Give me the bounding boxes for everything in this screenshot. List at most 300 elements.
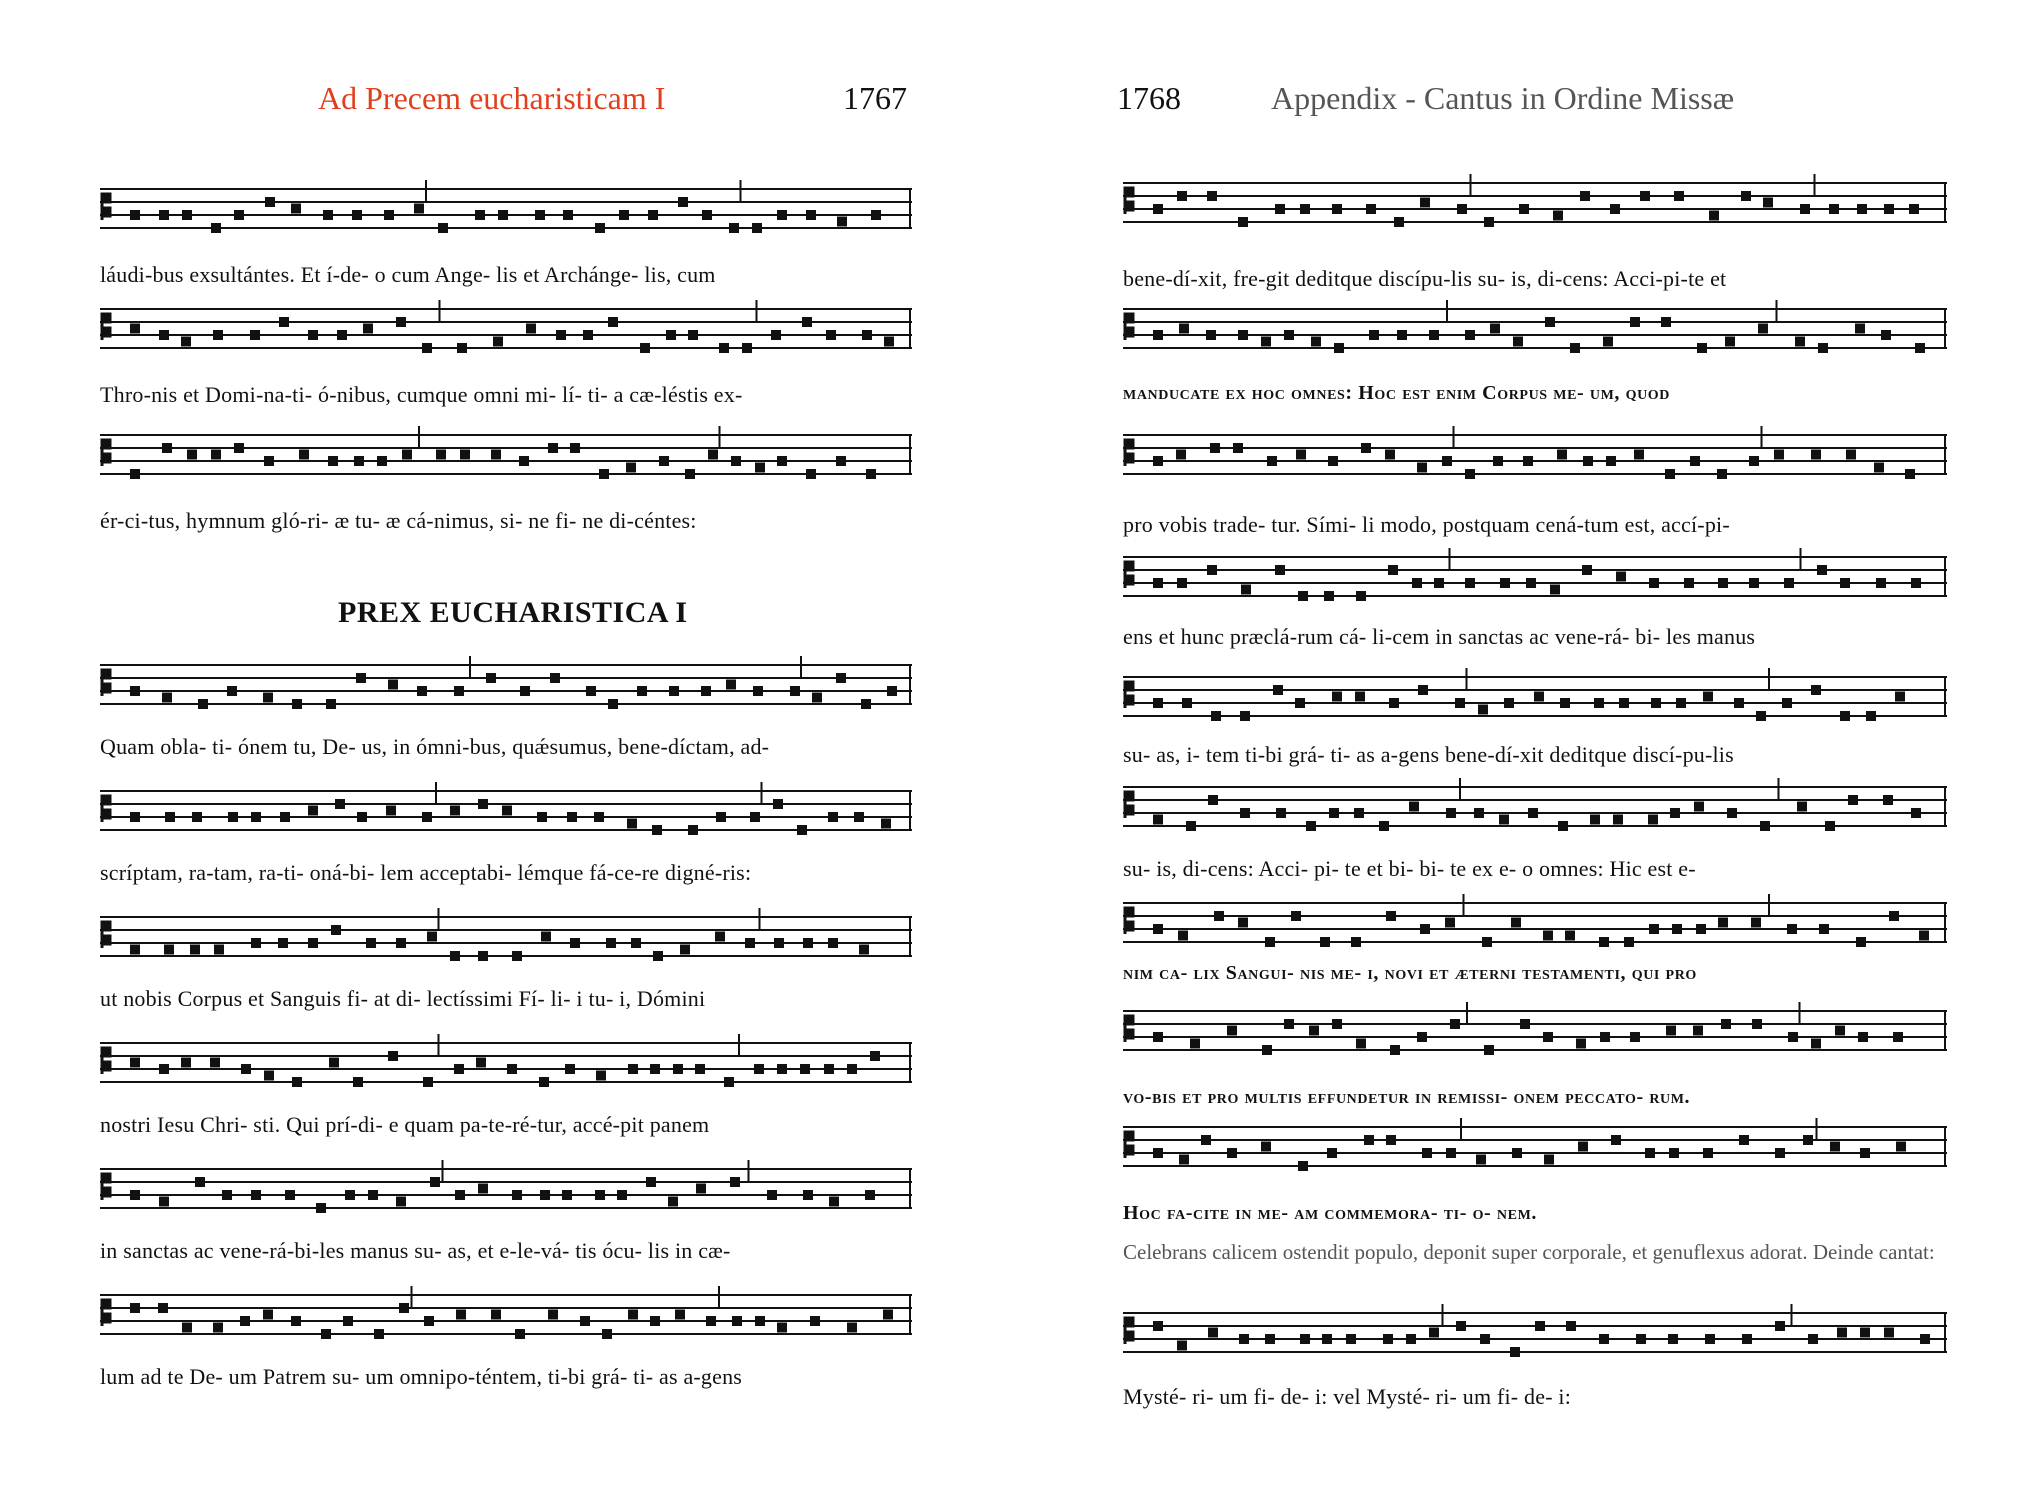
neume [628, 1310, 638, 1320]
neume [386, 806, 396, 816]
neume [422, 812, 432, 822]
neume [1429, 330, 1439, 340]
neume [210, 1058, 220, 1068]
neume [608, 317, 618, 327]
neume [1276, 808, 1286, 818]
lyric-line: Thro-nis et Domi-na-ti- ó-nibus, cumque omni mi- lí- ti- a cæ-léstis ex- [100, 382, 743, 407]
staff-svg [1123, 556, 1947, 608]
neume [396, 1197, 406, 1207]
neume [1830, 1142, 1840, 1152]
neume [1630, 1032, 1640, 1042]
neume [1782, 698, 1792, 708]
chant-system [100, 188, 912, 287]
neume [280, 812, 290, 822]
neume [164, 945, 174, 955]
neume [279, 317, 289, 327]
neume [1560, 698, 1570, 708]
neume [241, 1064, 251, 1074]
c-clef-icon [102, 1300, 110, 1326]
chant-staff [100, 308, 912, 360]
neume [182, 210, 192, 220]
neume [1153, 924, 1163, 934]
neume [1550, 585, 1560, 595]
neume [695, 1064, 705, 1074]
staff-svg [1123, 308, 1947, 360]
c-clef-icon [1125, 1132, 1133, 1158]
staff-svg [100, 308, 912, 360]
neume [1295, 698, 1305, 708]
neume [1874, 463, 1884, 473]
neume [328, 456, 338, 466]
c-clef-icon [1125, 1318, 1133, 1344]
neume [1909, 204, 1919, 214]
c-clef-icon [102, 670, 110, 696]
neume [1153, 330, 1163, 340]
neume [1261, 1142, 1271, 1152]
c-clef-icon [1125, 792, 1133, 818]
neume [1739, 1135, 1749, 1145]
neume [1703, 692, 1713, 702]
neume [1590, 815, 1600, 825]
neume [1545, 317, 1555, 327]
neume [222, 1190, 232, 1200]
neume [774, 938, 784, 948]
neume [1455, 698, 1465, 708]
neume [1599, 937, 1609, 947]
neume [1578, 1142, 1588, 1152]
neume [1674, 191, 1684, 201]
neume [1361, 443, 1371, 453]
neume [1788, 1032, 1798, 1042]
chant-system [100, 790, 912, 885]
neume [1208, 795, 1218, 805]
c-clef-icon [102, 922, 110, 948]
neume [366, 938, 376, 948]
neume [353, 1077, 363, 1087]
neume [1450, 1019, 1460, 1029]
neume [715, 932, 725, 942]
lyric-line: su- is, di-cens: Acci- pi- te et bi- bi- te ex e- o omnes: Hic est e- [1123, 856, 1696, 881]
neume [653, 951, 663, 961]
neume [264, 1071, 274, 1081]
neume [1661, 317, 1671, 327]
staff-svg [100, 664, 912, 716]
neume [535, 210, 545, 220]
neume [1182, 698, 1192, 708]
lyric-line: ér-ci-tus, hymnum gló-ri- æ tu- æ cá-nimus, si- ne fi- ne di-céntes: [100, 508, 697, 533]
neume [1490, 324, 1500, 334]
neume [1390, 1045, 1400, 1055]
neume [1566, 1321, 1576, 1331]
neume [1718, 918, 1728, 928]
neume [1332, 692, 1342, 702]
neume [1206, 330, 1216, 340]
neume [1356, 1039, 1366, 1049]
chant-staff [1123, 182, 1947, 234]
neume [606, 938, 616, 948]
neume [1207, 565, 1217, 575]
neume [399, 1303, 409, 1313]
neume [541, 932, 551, 942]
neume [1457, 204, 1467, 214]
neume [1177, 1341, 1187, 1351]
neume [1727, 808, 1737, 818]
neume [583, 330, 593, 340]
neume [1153, 698, 1163, 708]
neume [1153, 204, 1163, 214]
chant-system [1123, 786, 1947, 881]
chant-staff [1123, 786, 1947, 838]
neume [478, 799, 488, 809]
neume [828, 812, 838, 822]
neume [491, 1310, 501, 1320]
neume [755, 463, 765, 473]
neume [512, 1190, 522, 1200]
neume [507, 1064, 517, 1074]
neume [1334, 343, 1344, 353]
c-clef-icon [1125, 562, 1133, 588]
chant-staff [1123, 434, 1947, 486]
lyric-line: Quam obla- ti- ónem tu, De- us, in ómni-bus, quǽsumus, bene-díctam, ad- [100, 734, 770, 759]
neume [724, 1077, 734, 1087]
neume [165, 812, 175, 822]
neume [1693, 1026, 1703, 1036]
neume [1429, 1328, 1439, 1338]
neume [1915, 343, 1925, 353]
neume [130, 469, 140, 479]
chant-system [1123, 556, 1947, 649]
neume [1672, 924, 1682, 934]
lyric-line: pro vobis trade- tur. Sími- li modo, postquam cená-tum est, accí-pi- [1123, 512, 1730, 537]
neume [402, 450, 412, 460]
neume [1840, 711, 1850, 721]
neume [1889, 911, 1899, 921]
neume [1920, 1334, 1930, 1344]
neume [1478, 705, 1488, 715]
neume [1179, 1155, 1189, 1165]
neume [1858, 1032, 1868, 1042]
left-page [0, 0, 1000, 1500]
neume [586, 686, 596, 696]
neume [1811, 450, 1821, 460]
neume [810, 1316, 820, 1326]
neume [548, 443, 558, 453]
neume [599, 469, 609, 479]
staff-svg [100, 1168, 912, 1220]
neume [159, 1197, 169, 1207]
neume [450, 806, 460, 816]
neume [1694, 802, 1704, 812]
neume [1504, 698, 1514, 708]
neume [1881, 330, 1891, 340]
neume [1356, 591, 1366, 601]
neume [1895, 692, 1905, 702]
neume [865, 1190, 875, 1200]
neume [836, 673, 846, 683]
rubric-text: Celebrans calicem ostendit populo, deponit super corporale, et genuflexus adorat. Deinde cantat: [1123, 1240, 1935, 1264]
neume [628, 1064, 638, 1074]
neume [1837, 1328, 1847, 1338]
neume [1811, 1039, 1821, 1049]
neume [1624, 937, 1634, 947]
neume [881, 819, 891, 829]
neume [650, 1064, 660, 1074]
neume [357, 812, 367, 822]
staff-svg [100, 1042, 912, 1094]
chant-system [100, 1042, 912, 1137]
neume [1265, 1334, 1275, 1344]
neume [800, 1064, 810, 1074]
neume [1835, 1026, 1845, 1036]
neume [424, 1316, 434, 1326]
neume [1386, 1135, 1396, 1145]
neume [1296, 450, 1306, 460]
neume [1388, 565, 1398, 575]
lyric-line: ens et hunc præclá-rum cá- li-cem in sanctas ac vene-rá- bi- les manus [1123, 624, 1756, 649]
chant-system [1123, 676, 1947, 767]
neume [278, 938, 288, 948]
lyric-line: in sanctas ac vene-rá-bi-les manus su- as, et e-le-vá- tis ócu- lis in cæ- [100, 1238, 731, 1263]
neume [1697, 343, 1707, 353]
neume [1179, 324, 1189, 334]
neume [777, 1323, 787, 1333]
neume [1446, 808, 1456, 818]
neume [797, 825, 807, 835]
neume [1570, 343, 1580, 353]
c-clef-icon [102, 194, 110, 220]
neume [1406, 1334, 1416, 1344]
neume [308, 938, 318, 948]
neume [388, 1051, 398, 1061]
neume [251, 812, 261, 822]
neume [884, 337, 894, 347]
neume [263, 1310, 273, 1320]
neume [1860, 1328, 1870, 1338]
staff-svg [1123, 1010, 1947, 1062]
neume [1354, 808, 1364, 818]
page-number: 1767 [843, 80, 907, 116]
neume [608, 699, 618, 709]
neume [1484, 1045, 1494, 1055]
neume [1651, 698, 1661, 708]
neume [343, 1316, 353, 1326]
neume [234, 210, 244, 220]
neume [1207, 191, 1217, 201]
neume [491, 450, 501, 460]
neume [668, 1197, 678, 1207]
neume [802, 317, 812, 327]
c-clef-icon [1125, 682, 1133, 708]
neume [308, 806, 318, 816]
neume [1818, 343, 1828, 353]
neume [580, 1316, 590, 1326]
neume [1300, 1334, 1310, 1344]
neume [457, 343, 467, 353]
neume [198, 699, 208, 709]
neume [706, 1316, 716, 1326]
neume [866, 469, 876, 479]
neume [773, 799, 783, 809]
neume [316, 1203, 326, 1213]
neume [159, 330, 169, 340]
neume [159, 210, 169, 220]
neume [666, 330, 676, 340]
neume [1665, 469, 1675, 479]
neume [1238, 330, 1248, 340]
neume [1526, 578, 1536, 588]
neume [824, 1064, 834, 1074]
neume [417, 686, 427, 696]
neume [454, 1064, 464, 1074]
neume [388, 680, 398, 690]
neume [1749, 578, 1759, 588]
neume [1465, 469, 1475, 479]
neume [1817, 565, 1827, 575]
neume [1420, 198, 1430, 208]
neume [701, 686, 711, 696]
neume [1300, 204, 1310, 214]
neume [1610, 204, 1620, 214]
neume [719, 343, 729, 353]
neume [427, 932, 437, 942]
neume [1580, 191, 1590, 201]
neume [1544, 1155, 1554, 1165]
neume [1756, 711, 1766, 721]
neume [211, 450, 221, 460]
neume [1434, 578, 1444, 588]
lyric-line: láudi-bus exsultántes. Et í-de- o cum Ange- lis et Archánge- lis, cum [100, 262, 716, 287]
neume [1619, 698, 1629, 708]
lyric-line: ut nobis Corpus et Sanguis fi- at di- lectíssimi Fí- li- i tu- i, Dómini [100, 986, 706, 1011]
neume [251, 938, 261, 948]
neume [1208, 1328, 1218, 1338]
neume [1499, 815, 1509, 825]
neume [1543, 931, 1553, 941]
neume [159, 1064, 169, 1074]
neume [696, 1184, 706, 1194]
neume [1905, 469, 1915, 479]
neume [1465, 578, 1475, 588]
neume [130, 945, 140, 955]
neume [771, 330, 781, 340]
neume [1534, 692, 1544, 702]
neume [1636, 1334, 1646, 1344]
neume [526, 324, 536, 334]
neume [828, 938, 838, 948]
neume [1511, 918, 1521, 928]
neume [883, 1310, 893, 1320]
neume [754, 1064, 764, 1074]
neume [563, 210, 573, 220]
neume [1284, 330, 1294, 340]
neume [1855, 324, 1865, 334]
staff-svg [1123, 1312, 1947, 1364]
neume [650, 1316, 660, 1326]
neume [1775, 1148, 1785, 1158]
neume [1866, 711, 1876, 721]
neume [1808, 1334, 1818, 1344]
chant-staff [100, 664, 912, 716]
neume [1856, 937, 1866, 947]
neume [847, 1064, 857, 1074]
neume [423, 1077, 433, 1087]
neume [1227, 1148, 1237, 1158]
section-heading: PREX EUCHARISTICA I [338, 596, 688, 629]
neume [354, 456, 364, 466]
neume [1606, 456, 1616, 466]
neume [777, 456, 787, 466]
neume [1634, 450, 1644, 460]
neume [1565, 931, 1575, 941]
neume [1366, 204, 1376, 214]
neume [596, 1071, 606, 1081]
neume [1630, 317, 1640, 327]
neume [478, 1184, 488, 1194]
neume [1528, 808, 1538, 818]
neume [396, 317, 406, 327]
neume [1557, 450, 1567, 460]
neume [1322, 1334, 1332, 1344]
neume [745, 938, 755, 948]
neume [1709, 211, 1719, 221]
neume [1883, 795, 1893, 805]
neume [1332, 204, 1342, 214]
neume [454, 686, 464, 696]
chant-staff [100, 188, 912, 240]
neume [750, 812, 760, 822]
neume [1493, 456, 1503, 466]
neume [1385, 450, 1395, 460]
neume [251, 1190, 261, 1200]
neume [731, 456, 741, 466]
page-number: 1768 [1117, 80, 1181, 116]
neume [847, 1323, 857, 1333]
neume [1275, 204, 1285, 214]
lyric-line: manducate ex hoc omnes: Hoc est enim Corpus me- um, quod [1123, 382, 1671, 404]
neume [1420, 924, 1430, 934]
neume [1442, 456, 1452, 466]
neume [1760, 821, 1770, 831]
neume [1543, 1032, 1553, 1042]
staff-svg [1123, 786, 1947, 838]
neume [1273, 685, 1283, 695]
chant-system [100, 916, 912, 1011]
neume [730, 1177, 740, 1187]
neume [1306, 821, 1316, 831]
neume [755, 1316, 765, 1326]
neume [285, 1190, 295, 1200]
c-clef-icon [1125, 188, 1133, 214]
c-clef-icon [1125, 908, 1133, 934]
neume [1510, 1347, 1520, 1357]
neume [595, 1190, 605, 1200]
neume [1696, 924, 1706, 934]
neume [240, 1316, 250, 1326]
neume [1749, 456, 1759, 466]
neume [1911, 578, 1921, 588]
neume [1153, 456, 1163, 466]
c-clef-icon [102, 1174, 110, 1200]
neume [264, 456, 274, 466]
neume [436, 450, 446, 460]
neume [1238, 918, 1248, 928]
neume [1919, 931, 1929, 941]
neume [1519, 204, 1529, 214]
neume [1718, 578, 1728, 588]
neume [493, 337, 503, 347]
neume [213, 330, 223, 340]
staff-svg [1123, 1126, 1947, 1178]
